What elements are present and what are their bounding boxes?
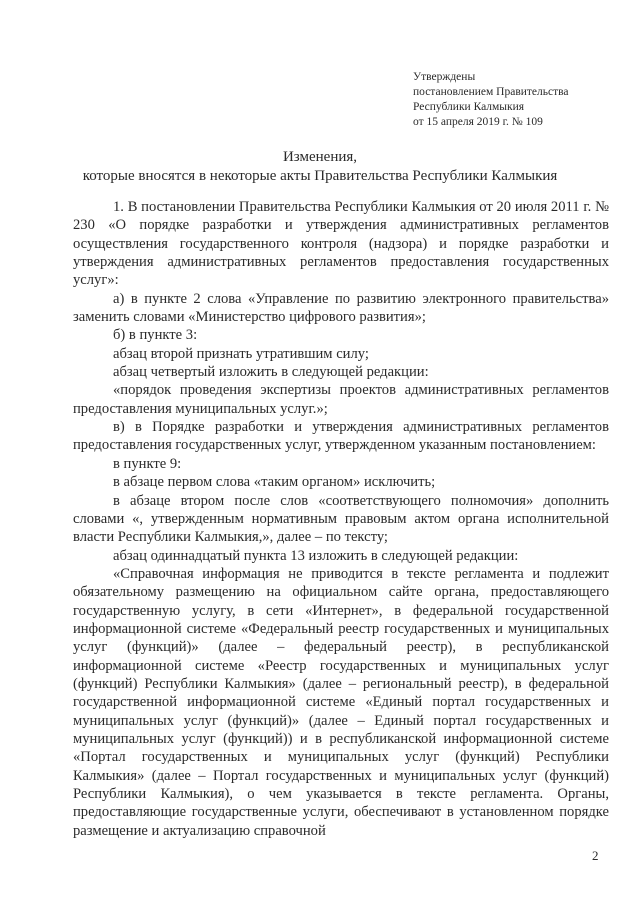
paragraph: 1. В постановлении Правительства Республики Калмыкия от 20 июля 2011 г. № 230 «О порядке разработки и утверждения административных регламентов осуществления государственного контроля (надзора) и порядке разработки и утверждения административных регламентов предоставления государственных услуг»: <box>73 199 609 289</box>
approval-line-2: постановлением Правительства <box>413 86 569 98</box>
approval-line-3: Республики Калмыкия <box>413 101 525 113</box>
paragraph: в пункте 9: <box>113 455 182 472</box>
page-number: 2 <box>592 848 599 863</box>
title-line-1: Изменения, <box>282 149 358 165</box>
approval-line-1: Утверждены <box>413 71 476 83</box>
paragraph: а) в пункте 2 слова «Управление по развитию электронного правительства» заменить словами «Министерство цифрового развития»; <box>73 290 609 326</box>
paragraph: абзац одиннадцатый пункта 13 изложить в следующей редакции: <box>113 547 519 564</box>
paragraph: в абзаце первом слова «таким органом» исключить; <box>113 474 436 491</box>
title-line-2: которые вносятся в некоторые акты Правительства Республики Калмыкия <box>82 168 558 184</box>
paragraph: в) в Порядке разработки и утверждения административных регламентов предоставления государственных услуг, утвержденном указанным постановлением: <box>73 419 609 454</box>
document-title <box>0 148 640 186</box>
approval-block <box>413 70 569 130</box>
paragraph: абзац четвертый изложить в следующей редакции: <box>113 364 429 381</box>
approval-line-4: от 15 апреля 2019 г. № 109 <box>413 116 543 128</box>
paragraph: абзац второй признать утратившим силу; <box>113 345 369 362</box>
paragraph: «порядок проведения экспертизы проектов административных регламентов предоставления муниципальных услуг.»; <box>73 382 609 417</box>
paragraph: «Справочная информация не приводится в тексте регламента и подлежит обязательному размещению на официальном сайте органа, предоставляющего государственную услугу, в сети «Интернет», в федеральной государственной информационной системе «Федеральный реестр государственных и муниципальных услуг (функций)» (далее – федеральный реестр), в республиканской информационной системе «Реестр государственных и муниципальных услуг (функций) Республики Калмыкия» (далее – региональный реестр), в федеральной государственной информационной системе «Единый портал государственных и муниципальных услуг (функций)» (далее – Единый портал государственных и муниципальных услуг (функций)) и в республиканской информационной системе «Портал государственных и муниципальных услуг (функций) Республики Калмыкия» (далее – Портал государственных и муниципальных услуг (функций) Республики Калмыкия), о чем указывается в тексте регламента. Органы, предоставляющие государственные услуги, обеспечивают в установленном порядке размещение и актуализацию справочной <box>73 565 609 839</box>
paragraph: б) в пункте 3: <box>113 327 198 344</box>
document-body <box>73 198 609 840</box>
paragraph: в абзаце втором после слов «соответствующего полномочия» дополнить словами «, утвержденным нормативным правовым актом органа исполнительной власти Республики Калмыкия,», далее – по тексту; <box>73 492 609 546</box>
